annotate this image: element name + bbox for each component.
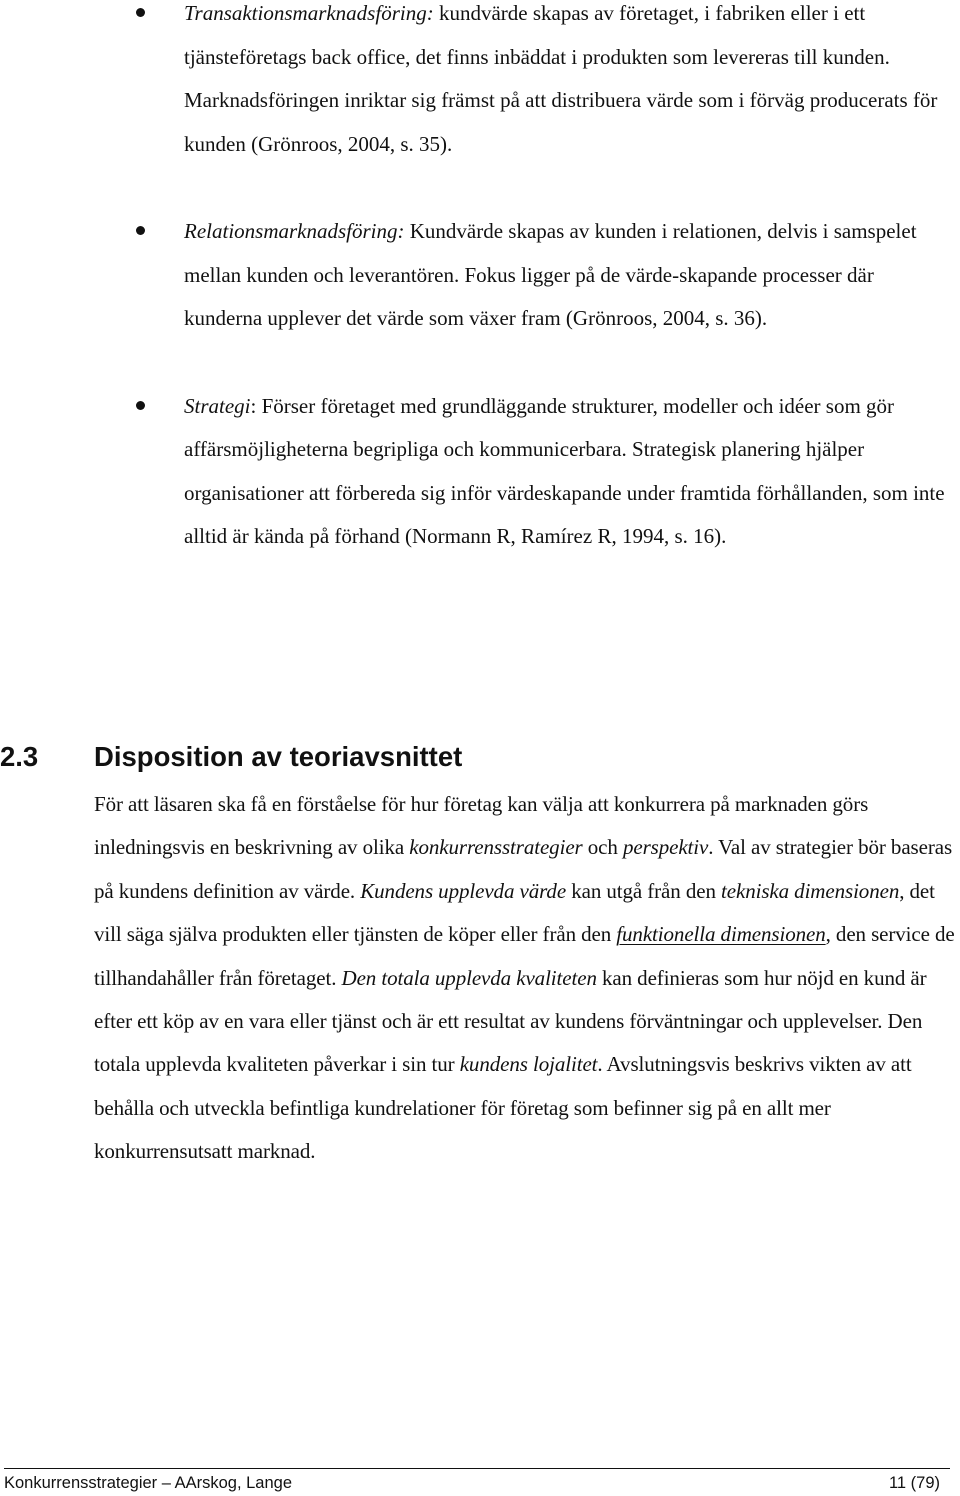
list-item [0,210,960,341]
text-run: För att läsaren ska få en förståelse för hur företag kan välja att konkurrera på marknaden görs inledningsvis en beskrivning av olika [94,792,869,860]
bullet-icon [136,226,145,235]
emphasis-tekniska-dimensionen: tekniska dimensionen [721,878,900,903]
section-title: Disposition av teoriavsnittet [94,741,463,772]
definition-list [0,0,960,559]
definition-text: kundvärde skapas av företaget, i fabriken eller i ett tjänsteföretags back office, det finns inbäddat i produkten som levereras till kunden. Marknadsföringen inriktar sig främst på att distribuera värde som i förväg producerats för kunden (Grönroos, 2004, s. 35). [184,1,938,156]
term-label: Transaktionsmarknadsföring: [184,1,434,25]
emphasis-kundens-lojalitet: kundens lojalitet [459,1052,598,1077]
section-heading [0,732,960,782]
term-label: Relationsmarknadsföring: [184,219,405,243]
text-run: kan utgå från den [566,878,722,903]
page-footer [4,1471,950,1495]
text-run: kan definieras som hur nöjd en kund är efter ett köp av en vara eller tjänst och är ett resultat av kundens förväntningar och upplevelser. Den totala upplevda kvaliteten påverkar i sin tur [94,965,927,1077]
list-item [0,385,960,559]
text-run: , den service de tillhandahåller från företaget. [94,922,955,990]
emphasis-funktionella-dimensionen: funktionella dimensionen [616,922,826,947]
text-run: och [582,835,623,860]
emphasis-konkurrensstrategier: konkurrensstrategier [409,835,583,860]
term-label: Strategi [184,393,251,418]
text-run: . Val av strategier bör baseras på kundens definition av värde. [94,835,953,903]
page-number: 11 (79) [888,1474,940,1492]
definition-text: : Förser företaget med grundläggande strukturer, modeller och idéer som gör affärsmöjligheterna begripliga och kommunicerbara. Strategisk planering hjälper organisationer att förbereda sig inför värdeskapande under framtida förhållanden, som inte alltid är kända på förhand (Normann R, Ramírez R, 1994, s. 16). [184,393,945,548]
bullet-icon [136,8,145,17]
section-number: 2.3 [0,741,39,772]
text-run: . Avslutningsvis beskrivs vikten av att behålla och utveckla befintliga kundrelationer för företag som befinner sig på en allt mer konkurrensutsatt marknad. [94,1052,912,1164]
emphasis-perspektiv: perspektiv [622,835,709,860]
body-paragraph [94,783,960,1174]
emphasis-kundens-upplevda-varde: Kundens upplevda värde [360,878,567,903]
bullet-icon [136,401,145,410]
list-item [0,0,960,166]
definition-text: Kundvärde skapas av kunden i relationen, delvis i samspelet mellan kunden och leverantören. Fokus ligger på de värde-skapande processer där kunderna upplever det värde som växer fram (Grönroos, 2004, s. 36). [184,219,917,330]
text-run: , det vill säga själva produkten eller tjänsten de köper eller från den [94,878,935,947]
emphasis-totala-upplevda-kvaliteten: Den totala upplevda kvaliteten [341,965,597,990]
footer-title: Konkurrensstrategier – AArskog, Lange [4,1474,293,1492]
footer-divider [4,1468,950,1469]
